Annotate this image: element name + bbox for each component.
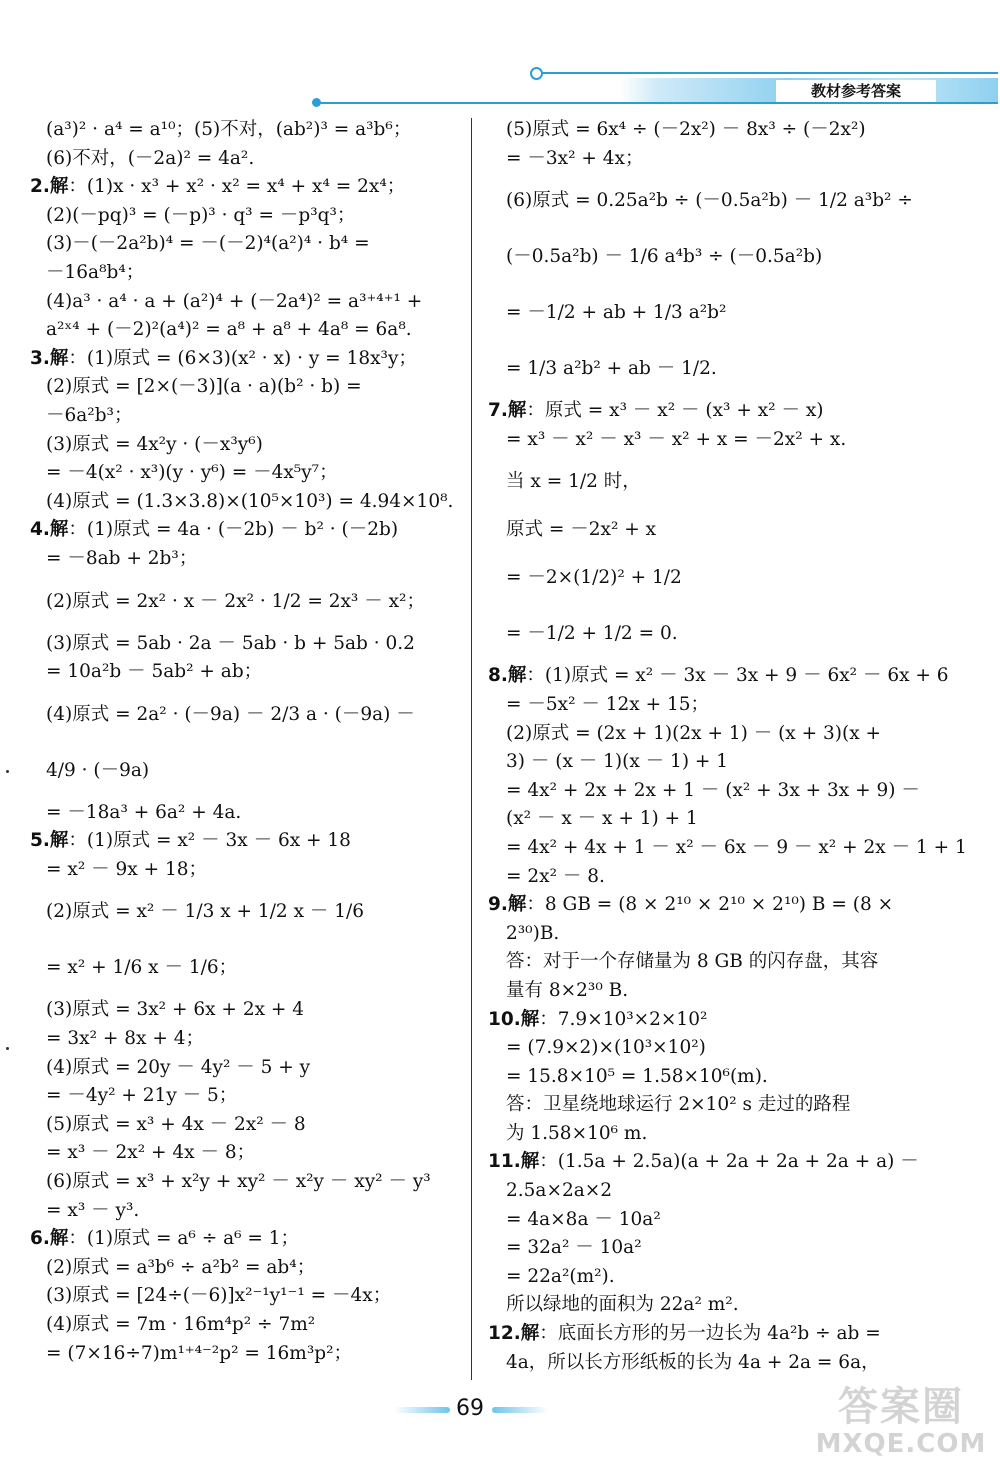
answer-text: a²ˣ⁴ + (－2)²(a⁴)² = a⁸ + a⁸ + 4a⁸ = 6a⁸. — [46, 319, 412, 341]
answer-line — [30, 1111, 470, 1140]
answer-line — [30, 940, 470, 996]
answer-line — [30, 173, 470, 202]
answer-line — [30, 288, 470, 317]
answer-line — [488, 805, 958, 834]
answer-text: (6)原式 = 0.25a²b ÷ (－0.5a²b) － 1/2 a³b² ÷ — [506, 190, 913, 212]
answer-text: = －18a³ + 6a² + 4a. — [46, 801, 242, 823]
answer-text: (4)原式 = 20y － 4y² － 5 + y — [46, 1056, 311, 1078]
answer-line — [488, 454, 958, 510]
answer-line — [488, 606, 958, 662]
answer-text: = －4(x² · x³)(y · y⁶) = －4x⁵y⁷； — [46, 462, 338, 484]
header-dot-top — [530, 67, 543, 80]
answer-text: (－0.5a²b) － 1/6 a⁴b³ ÷ (－0.5a²b) — [506, 246, 823, 268]
answer-text: 答：卫星绕地球运行 2×10² s 走过的路程 — [506, 1094, 851, 1116]
answer-text: ：(1)原式 = 4a · (－2b) － b² · (－2b) — [68, 519, 399, 541]
answer-text: (2)原式 = [2×(－3)](a · a)(b² · b) = — [46, 376, 362, 398]
question-number: 11.解 — [488, 1151, 540, 1173]
answer-text: －6a²b³； — [46, 404, 133, 426]
answer-text: = x³ － y³. — [46, 1199, 140, 1221]
answer-line — [30, 658, 470, 687]
answer-text: ：原式 = x³ － x² － (x³ + x² － x) — [526, 400, 824, 422]
answer-text: (2)原式 = (2x + 1)(2x + 1) － (x + 3)(x + — [506, 722, 882, 744]
answer-line — [30, 799, 470, 828]
answer-line — [488, 1291, 958, 1320]
answer-text: (2)(－pq)³ = (－p)³ · q³ = －p³q³； — [46, 204, 356, 226]
header-title: 教材参考答案 — [776, 80, 936, 102]
answer-text: (3)原式 = 5ab · 2a － 5ab · b + 5ab · 0.2 — [46, 632, 415, 654]
answer-line — [488, 1206, 958, 1235]
answer-line — [30, 230, 470, 259]
answer-line — [488, 977, 958, 1006]
answer-text: (2)原式 = 2x² · x － 2x² · 1/2 = 2x³ － x²； — [46, 590, 425, 612]
answer-text: = －1/2 + 1/2 = 0. — [506, 623, 678, 645]
answer-line — [30, 345, 470, 374]
answer-line — [30, 1311, 470, 1340]
question-number: 6.解 — [30, 1228, 69, 1250]
answer-text: 为 1.58×10⁶ m. — [506, 1122, 648, 1144]
answer-line — [488, 1234, 958, 1263]
answer-text: = x² － 9x + 18； — [46, 858, 207, 880]
watermark — [806, 1385, 996, 1467]
answer-line — [30, 516, 470, 545]
answer-line — [488, 1148, 958, 1177]
answer-line — [488, 891, 958, 920]
answer-line — [488, 1177, 958, 1206]
answer-text: (5)原式 = 6x⁴ ÷ (－2x²) － 8x³ ÷ (－2x²) — [506, 119, 866, 140]
answer-line — [488, 229, 958, 285]
answer-text: ：7.9×10³×2×10² — [539, 1008, 708, 1030]
answer-text: (3)原式 = 3x² + 6x + 2x + 4 — [46, 999, 305, 1021]
answer-line — [30, 743, 470, 799]
answer-text: = －2×(1/2)² + 1/2 — [506, 567, 682, 589]
answer-line — [30, 884, 470, 940]
answer-text: = x³ － 2x² + 4x － 8； — [46, 1142, 256, 1164]
answer-line — [488, 920, 958, 949]
answer-text: = 15.8×10⁵ = 1.58×10⁶(m). — [506, 1065, 768, 1087]
answer-text: 所以绿地的面积为 22a² m². — [506, 1294, 739, 1316]
answer-text: ：8 GB = (8 × 2¹⁰ × 2¹⁰ × 2¹⁰) B = (8 × — [526, 894, 894, 916]
answer-line — [30, 827, 470, 856]
answer-text: (6)不对，(－2a)² = 4a². — [46, 147, 255, 169]
answer-text: (x² － x － x + 1) + 1 — [506, 808, 698, 830]
answer-line — [488, 691, 958, 720]
answer-text: 答：对于一个存储量为 8 GB 的闪存盘，其容 — [506, 951, 879, 973]
question-number: 8.解 — [488, 665, 527, 687]
answer-text: ：(1)原式 = x² － 3x － 3x + 9 － 6x² － 6x + 6 — [526, 665, 949, 687]
answer-text: (4)a³ · a⁴ · a + (a²)⁴ + (－2a⁴)² = a³⁺⁴⁺¹ + — [46, 290, 423, 312]
answer-text: ：(1)x · x³ + x² · x² = x⁴ + x⁴ = 2x⁴； — [68, 176, 406, 198]
answer-text: ：(1)原式 = a⁶ ÷ a⁶ = 1； — [68, 1228, 300, 1250]
answer-line — [30, 316, 470, 345]
answer-text: ：(1)原式 = (6×3)(x² · x) · y = 18x³y； — [68, 347, 417, 369]
answer-line — [30, 1340, 470, 1369]
answer-text: (3)原式 = [24÷(－6)]x²⁻¹y¹⁻¹ = －4x； — [46, 1285, 392, 1307]
answer-line — [488, 748, 958, 777]
question-number: 4.解 — [30, 519, 69, 541]
watermark-line2: MXQE.COM — [815, 1429, 987, 1459]
answer-text: = (7×16÷7)m¹⁺⁴⁻²p² = 16m³p²； — [46, 1342, 352, 1364]
page-number: 69 — [456, 1396, 484, 1421]
answer-line — [30, 1282, 470, 1311]
answer-text: 4/9 · (－9a) — [46, 759, 150, 781]
answer-line — [488, 341, 958, 397]
answer-line — [488, 1320, 958, 1349]
answer-line — [488, 1120, 958, 1149]
answer-line — [488, 777, 958, 806]
answer-line — [30, 996, 470, 1025]
answer-line — [30, 687, 470, 743]
header-dot-bottom — [312, 98, 321, 107]
answer-line — [30, 116, 470, 145]
answer-text: 4a，所以长方形纸板的长为 4a + 2a = 6a， — [506, 1351, 880, 1373]
margin-mark — [6, 770, 9, 773]
answer-text: = －5x² － 12x + 15； — [506, 693, 710, 715]
answer-text: = x³ － x² － x³ － x² + x = －2x² + x. — [506, 428, 847, 450]
question-number: 10.解 — [488, 1008, 540, 1030]
answer-text: = x² + 1/6 x － 1/6； — [46, 957, 238, 979]
answer-line — [488, 173, 958, 229]
answer-line — [488, 1091, 958, 1120]
answer-line — [30, 1139, 470, 1168]
answer-text: 原式 = －2x² + x — [506, 519, 657, 541]
answer-text: 量有 8×2³⁰ B. — [506, 979, 629, 1001]
answer-line — [488, 834, 967, 863]
answer-text: = 22a²(m²). — [506, 1265, 615, 1287]
answer-line — [30, 402, 470, 431]
answer-text: －16a⁸b⁴； — [46, 261, 145, 283]
watermark-line1: 答案圈 — [838, 1384, 964, 1430]
answer-text: = 4a×8a － 10a² — [506, 1208, 661, 1230]
header-line-bottom — [318, 102, 998, 104]
answer-line — [30, 259, 470, 288]
answer-text: = 3x² + 8x + 4； — [46, 1028, 204, 1050]
answer-line — [30, 574, 470, 630]
left-column — [30, 116, 470, 1368]
answer-line — [488, 662, 958, 691]
answer-line — [30, 202, 470, 231]
answer-line — [488, 116, 958, 145]
answer-line — [488, 1349, 958, 1378]
answer-line — [488, 426, 958, 455]
question-number: 3.解 — [30, 347, 69, 369]
answer-line — [30, 459, 470, 488]
answer-line — [488, 1006, 958, 1035]
answer-line — [30, 145, 470, 174]
question-number: 12.解 — [488, 1323, 540, 1345]
answer-text: = －3x² + 4x； — [506, 147, 644, 169]
answer-line — [30, 1225, 470, 1254]
answer-text: = 1/3 a²b² + ab － 1/2. — [506, 358, 717, 380]
answer-text: 当 x = 1/2 时， — [506, 471, 641, 493]
answer-text: = －1/2 + ab + 1/3 a²b² — [506, 302, 727, 324]
answer-line — [30, 856, 470, 885]
answer-line — [488, 720, 958, 749]
question-number: 5.解 — [30, 830, 69, 852]
answer-text: 3) － (x － 1)(x － 1) + 1 — [506, 751, 729, 773]
answer-text: (4)原式 = 7m · 16m⁴p² ÷ 7m² — [46, 1314, 316, 1335]
answer-line — [30, 1197, 470, 1226]
answer-text: 2³⁰)B. — [506, 922, 560, 944]
answer-line — [30, 1054, 470, 1083]
answer-line — [488, 510, 958, 550]
column-divider — [471, 118, 472, 1380]
question-number: 2.解 — [30, 176, 69, 198]
answer-line — [30, 1025, 470, 1054]
answer-line — [30, 373, 470, 402]
answer-line — [30, 1082, 470, 1111]
answer-text: = －4y² + 21y － 5； — [46, 1085, 238, 1107]
answer-text: = 4x² + 4x + 1 － x² － 6x － 9 － x² + 2x － 1 + 1 — [506, 836, 967, 858]
answer-line — [488, 948, 958, 977]
answer-text: (6)原式 = x³ + x²y + xy² － x²y － xy² － y³ — [46, 1171, 431, 1193]
answer-text: ：(1)原式 = x² － 3x － 6x + 18 — [68, 830, 351, 852]
answer-text: (5)原式 = x³ + 4x － 2x² － 8 — [46, 1113, 306, 1135]
answer-text: = 10a²b － 5ab² + ab； — [46, 661, 263, 683]
answer-line — [488, 397, 958, 426]
answer-line — [30, 630, 470, 659]
answer-text: = 2x² － 8. — [506, 865, 605, 887]
page-number-decoration-right — [492, 1407, 548, 1413]
answer-text: = 4x² + 2x + 2x + 1 － (x² + 3x + 3x + 9) － — [506, 779, 920, 801]
header-line-top — [538, 72, 998, 74]
answer-line — [488, 1063, 958, 1092]
answer-text: (4)原式 = (1.3×3.8)×(10⁵×10³) = 4.94×10⁸. — [46, 490, 454, 512]
right-column — [488, 116, 967, 1377]
answer-text: (4)原式 = 2a² · (－9a) － 2/3 a · (－9a) － — [46, 703, 415, 725]
question-number: 9.解 — [488, 894, 527, 916]
answer-text: (a³)² · a⁴ = a¹⁰；(5)不对，(ab²)³ = a³b⁶； — [46, 119, 412, 140]
answer-text: (2)原式 = x² － 1/3 x + 1/2 x － 1/6 — [46, 901, 365, 923]
answer-text: ：(1.5a + 2.5a)(a + 2a + 2a + 2a + a) － — [539, 1151, 919, 1173]
answer-text: = －8ab + 2b³； — [46, 547, 198, 569]
answer-line — [30, 1254, 470, 1283]
answer-line — [30, 488, 470, 517]
answer-line — [30, 431, 470, 460]
answer-text: (2)原式 = a³b⁶ ÷ a²b² = ab⁴； — [46, 1256, 316, 1278]
question-number: 7.解 — [488, 400, 527, 422]
answer-line — [30, 545, 470, 574]
answer-text: 2.5a×2a×2 — [506, 1180, 613, 1202]
answer-text: ：底面长方形的另一边长为 4a²b ÷ ab = — [539, 1323, 881, 1345]
answer-text: = (7.9×2)×(10³×10²) — [506, 1037, 706, 1059]
answer-text: (3)原式 = 4x²y · (－x³y⁶) — [46, 433, 263, 455]
answer-text: = 32a² － 10a² — [506, 1237, 642, 1259]
answer-line — [488, 285, 958, 341]
answer-line — [488, 1263, 958, 1292]
answer-line — [488, 145, 958, 174]
answer-line — [488, 1034, 958, 1063]
answer-line — [30, 1168, 470, 1197]
margin-mark — [6, 1047, 9, 1050]
answer-line — [488, 550, 958, 606]
answer-text: (3)－(－2a²b)⁴ = －(－2)⁴(a²)⁴ · b⁴ = — [46, 233, 370, 255]
answer-line — [488, 863, 958, 892]
